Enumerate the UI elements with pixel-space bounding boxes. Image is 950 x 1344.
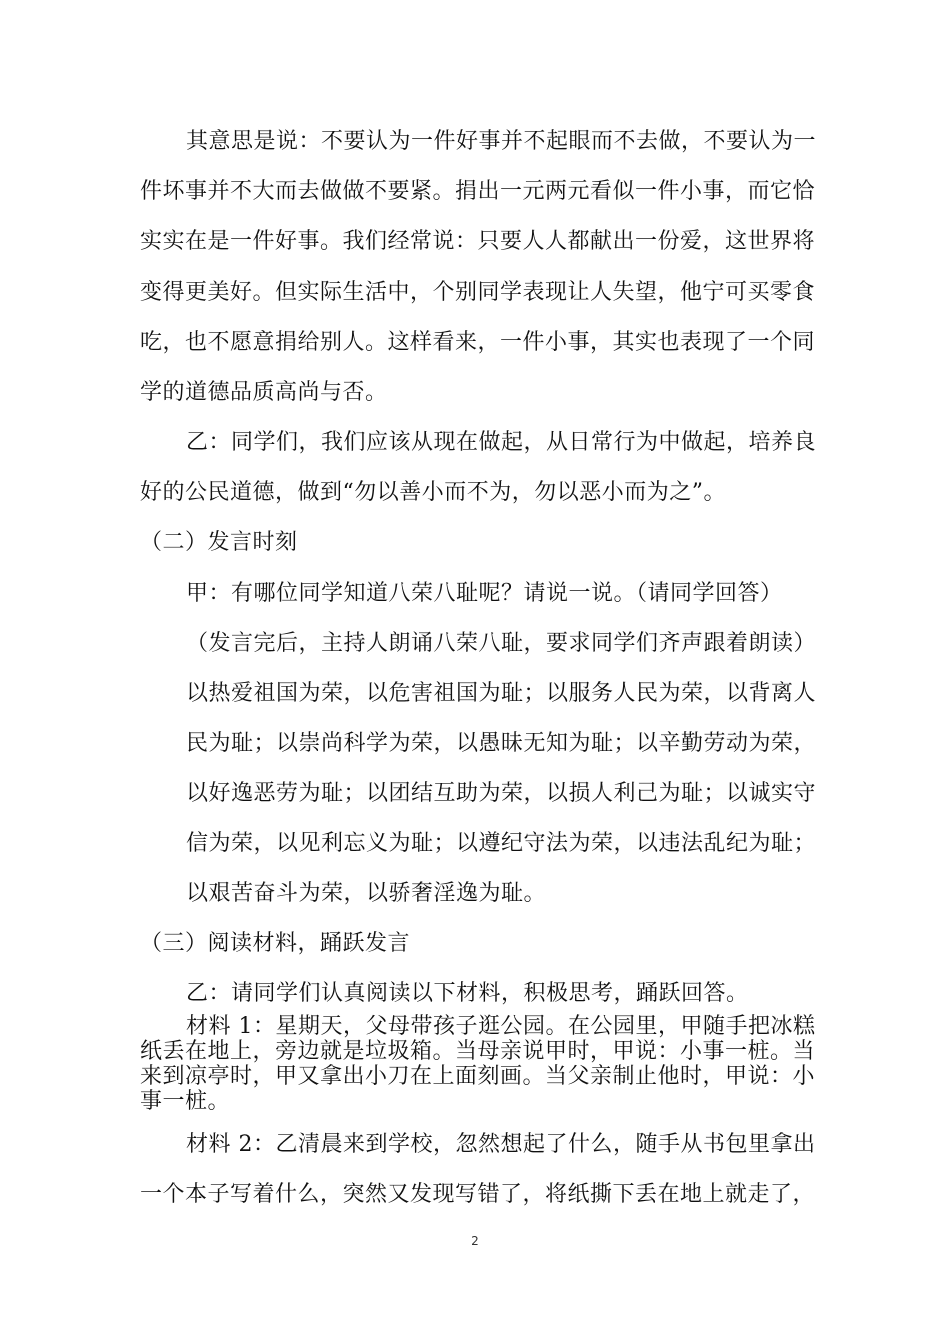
paragraph-5-line-5: 以艰苦奋斗为荣，以骄奢淫逸为耻。 [186, 881, 547, 906]
paragraph-2-line-1: 乙：同学们，我们应该从现在做起，从日常行为中做起，培养良 [186, 430, 817, 455]
material-2-line-1: 材料 2：乙清晨来到学校，忽然想起了什么，随手从书包里拿出 [186, 1132, 816, 1157]
material-1-line-3: 来到凉亭时，甲又拿出小刀在上面刻画。当父亲制止他时，甲说：小 [140, 1064, 816, 1089]
paragraph-3: 甲：有哪位同学知道八荣八耻呢？请说一说。（请同学回答） [186, 581, 783, 606]
section-2-heading: （二）发言时刻 [140, 530, 298, 555]
material-1-line-2: 纸丢在地上，旁边就是垃圾箱。当母亲说甲时，甲说：小事一桩。当 [140, 1039, 816, 1064]
paragraph-4: （发言完后，主持人朗诵八荣八耻，要求同学们齐声跟着朗读） [186, 631, 817, 656]
paragraph-5-line-1: 以热爱祖国为荣，以危害祖国为耻；以服务人民为荣，以背离人 [186, 681, 817, 706]
material-1-line-1: 材料 1：星期天，父母带孩子逛公园。在公园里，甲随手把冰糕 [186, 1014, 816, 1039]
paragraph-5-line-4: 信为荣，以见利忘义为耻；以遵纪守法为荣，以违法乱纪为耻； [186, 831, 817, 856]
paragraph-5-line-3: 以好逸恶劳为耻；以团结互助为荣，以损人利己为耻；以诚实守 [186, 781, 817, 806]
paragraph-1-line-1: 其意思是说：不要认为一件好事并不起眼而不去做，不要认为一 [186, 129, 817, 154]
paragraph-1-line-6: 学的道德品质高尚与否。 [140, 380, 388, 405]
paragraph-1-line-2: 件坏事并不大而去做做不要紧。捐出一元两元看似一件小事，而它恰 [140, 179, 816, 204]
section-3-heading: （三）阅读材料，踊跃发言 [140, 931, 411, 956]
paragraph-6: 乙：请同学们认真阅读以下材料，积极思考，踊跃回答。 [186, 981, 749, 1006]
paragraph-1-line-3: 实实在是一件好事。我们经常说：只要人人都献出一份爱，这世界将 [140, 229, 816, 254]
paragraph-5-line-2: 民为耻；以崇尚科学为荣，以愚昧无知为耻；以辛勤劳动为荣， [186, 731, 817, 756]
material-1-line-4: 事一桩。 [140, 1089, 231, 1114]
page-number: 2 [471, 1234, 479, 1248]
paragraph-1-line-4: 变得更美好。但实际生活中，个别同学表现让人失望，他宁可买零食 [140, 280, 816, 305]
paragraph-1-line-5: 吃，也不愿意捐给别人。这样看来，一件小事，其实也表现了一个同 [140, 330, 816, 355]
material-2-line-2: 一个本子写着什么，突然又发现写错了，将纸撕下丢在地上就走了， [140, 1182, 816, 1207]
paragraph-2-line-2: 好的公民道德，做到“勿以善小而不为，勿以恶小而为之”。 [140, 480, 726, 505]
